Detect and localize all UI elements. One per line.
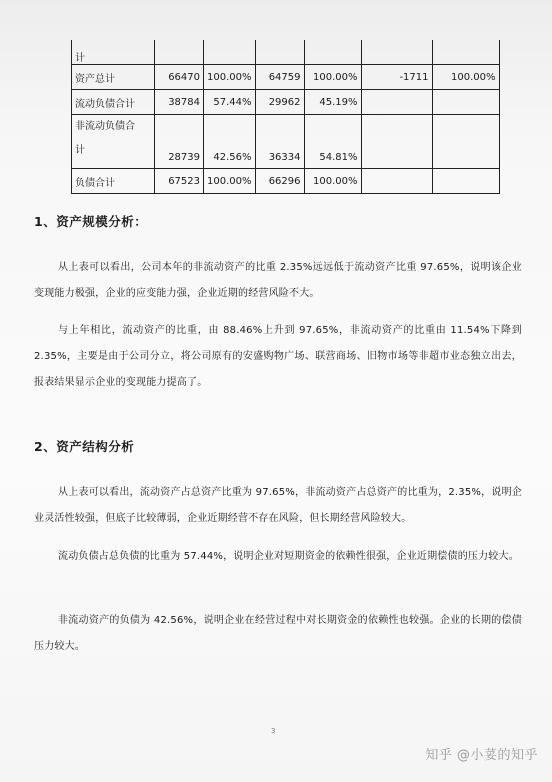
cell: 100.00% [204,169,256,194]
cell [361,115,432,169]
cell: -1711 [361,65,432,90]
watermark: 知乎 @小荽的知乎 [425,748,538,763]
cell [361,169,432,194]
cell: 29962 [255,90,304,115]
row-label: 负债合计 [72,169,155,194]
row-label: 流动负债合计 [72,90,155,115]
cell: 38784 [155,90,204,115]
cell [361,90,432,115]
table-row [72,90,500,115]
table-row [72,40,500,65]
cell [304,40,361,65]
row-label: 资产总计 [72,65,155,90]
page-number: 3 [271,727,276,735]
cell: 67523 [155,169,204,194]
cell [361,40,432,65]
cell: 100.00% [304,169,361,194]
cell [155,40,204,65]
cell [432,115,499,169]
cell [255,40,304,65]
cell [432,90,499,115]
paragraph: 与上年相比，流动资产的比重，由 88.46%上升到 97.65%，非流动资产的比重由 11.54%下降到 2.35%，主要是由于公司分立，将公司原有的安盛购物广场、联营商场、旧物市场等非超市业态独立出去，报表结果显示企业的变现能力提高了。 [34,325,522,388]
row-label: 计 [72,40,155,65]
paragraph: 非流动资产的负债为 42.56%，说明企业在经营过程中对长期资金的依赖性也较强。企业的长期的偿债压力较大。 [34,615,522,652]
cell: 64759 [255,65,304,90]
table-row [72,169,500,194]
paragraph: 从上表可以看出，流动资产占总资产比重为 97.65%，非流动资产占总资产的比重为，2.35%，说明企业灵活性较强，但底子比较薄弱，企业近期经营不存在风险，但长期经营风险较大。 [34,487,522,524]
paragraph: 流动负债占总负债的比重为 57.44%，说明企业对短期资金的依赖性很强，企业近期偿债的压力较大。 [58,551,519,562]
cell: 57.44% [204,90,256,115]
row-label [72,115,155,169]
cell: 42.56% [204,115,256,169]
cell: 45.19% [304,90,361,115]
cell: 100.00% [204,65,256,90]
cell [432,40,499,65]
cell [204,40,256,65]
cell [432,169,499,194]
cell: 100.00% [304,65,361,90]
cell: 28739 [155,115,204,169]
section-heading: 1、资产规模分析： [34,214,148,229]
paragraph: 从上表可以看出，公司本年的非流动资产的比重 2.35%远远低于流动资产比重 97.65%，说明该企业变现能力极强，企业的应变能力强，企业近期的经营风险不大。 [34,262,522,299]
section-heading: 2、资产结构分析 [34,439,135,454]
cell: 66470 [155,65,204,90]
balance-table [71,40,500,194]
row-label-line: 计 [75,145,85,156]
table-row [72,65,500,90]
cell: 36334 [255,115,304,169]
table-row [72,115,500,169]
cell: 54.81% [304,115,361,169]
cell: 66296 [255,169,304,194]
row-label-line: 非流动负债合 [75,121,135,132]
cell: 100.00% [432,65,499,90]
